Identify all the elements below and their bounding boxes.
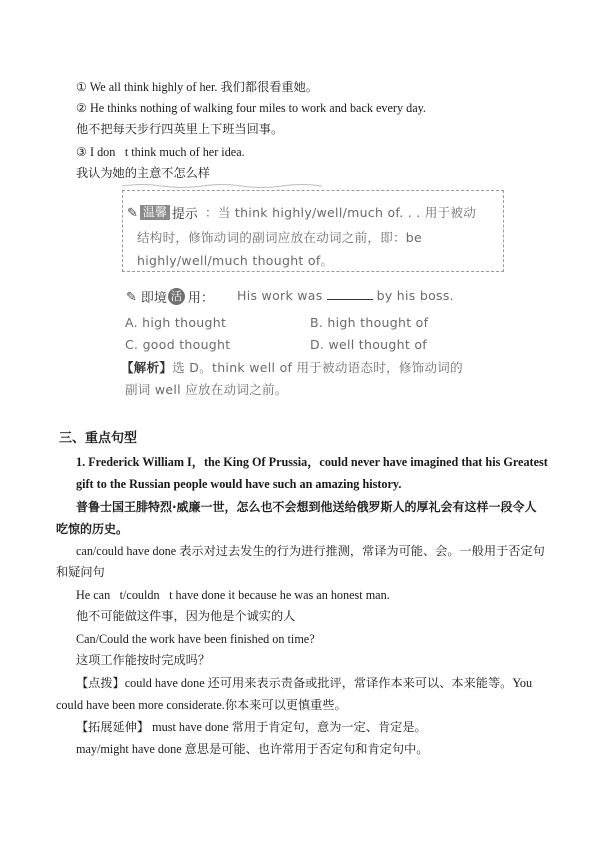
practice-suffix: 用：	[187, 291, 214, 306]
option-c: C. good thought	[125, 337, 231, 352]
tip-line-1: ：当 think highly/well/much of. . . 用于被动	[205, 205, 477, 220]
analysis-text-1: 选 D。think well of 用于被动语态时，修饰动词的	[172, 360, 463, 375]
point-line-2: could have been more considerate.你本来可以更慎重些。	[56, 698, 347, 712]
example-3: ③ I don t think much of her idea.	[76, 145, 245, 159]
pencil-icon: ✎	[126, 288, 137, 304]
practice-question-start: His work was	[237, 288, 323, 303]
option-a: A. high thought	[125, 315, 227, 330]
tip-badge-word: 提示	[171, 207, 198, 222]
key-sentence-line-2: gift to the Russian people would have such an amazing history.	[76, 477, 402, 491]
key-sentence-line-1: 1. Frederick William I，the King Of Prussia，could never have imagined that his Greatest	[76, 455, 548, 469]
torn-edge-mark	[122, 183, 502, 189]
example-1: ① We all think highly of her. 我们都很看重她。	[76, 80, 318, 94]
practice-badge	[126, 287, 214, 306]
example-3-translation: 我认为她的主意不怎么样	[76, 166, 211, 180]
example-2-translation: 他不把每天步行四英里上下班当回事。	[76, 122, 284, 136]
practice-question-end: by his boss.	[376, 288, 454, 303]
practice-prefix: 即境	[140, 291, 167, 306]
example-a: He can t/couldn t have done it because he was an honest man.	[76, 588, 390, 602]
option-d: D. well thought of	[310, 337, 427, 352]
section-heading: 三、重点句型	[59, 431, 138, 446]
practice-circle-char: 活	[168, 288, 185, 305]
explanation-line-2: 和疑问句	[56, 565, 105, 579]
tip-line-3: highly/well/much thought of。	[137, 253, 334, 268]
example-a-translation: 他不可能做这件事，因为他是个诚实的人	[76, 609, 296, 623]
answer-blank	[327, 288, 373, 300]
analysis-label: 【解析】	[121, 360, 173, 375]
may-might-line: may/might have done 意思是可能、也许常用于否定句和肯定句中。	[76, 742, 429, 756]
extension-line: 【拓展延伸】 must have done 常用于肯定句，意为一定、肯定是。	[76, 720, 427, 734]
tip-line-2: 结构时，修饰动词的副词应放在动词之前，即：be	[137, 230, 423, 245]
analysis-line-1	[121, 358, 463, 376]
option-b: B. high thought of	[310, 315, 429, 330]
key-sentence-translation-1: 普鲁士国王腓特烈·威廉一世，怎么也不会想到他送给俄罗斯人的厚礼会有这样一段令人	[76, 500, 537, 514]
key-sentence-translation-2: 吃惊的历史。	[56, 522, 129, 536]
pencil-icon: ✎	[127, 204, 138, 220]
practice-question	[237, 288, 454, 303]
example-b-translation: 这项工作能按时完成吗？	[76, 653, 211, 667]
example-2: ② He thinks nothing of walking four miles to work and back every day.	[76, 101, 426, 115]
tip-badge-label: 温馨	[140, 205, 170, 220]
tip-badge	[127, 203, 198, 222]
analysis-line-2: 副词 well 应放在动词之前。	[125, 382, 288, 397]
point-line-1: 【点拨】could have done 还可用来表示责备或批评，常译作本来可以、本来能等。You	[76, 676, 533, 690]
explanation-line-1: can/could have done 表示对过去发生的行为进行推测，常译为可能、会。一般用于否定句	[76, 544, 545, 558]
example-b: Can/Could the work have been finished on time?	[76, 632, 315, 646]
